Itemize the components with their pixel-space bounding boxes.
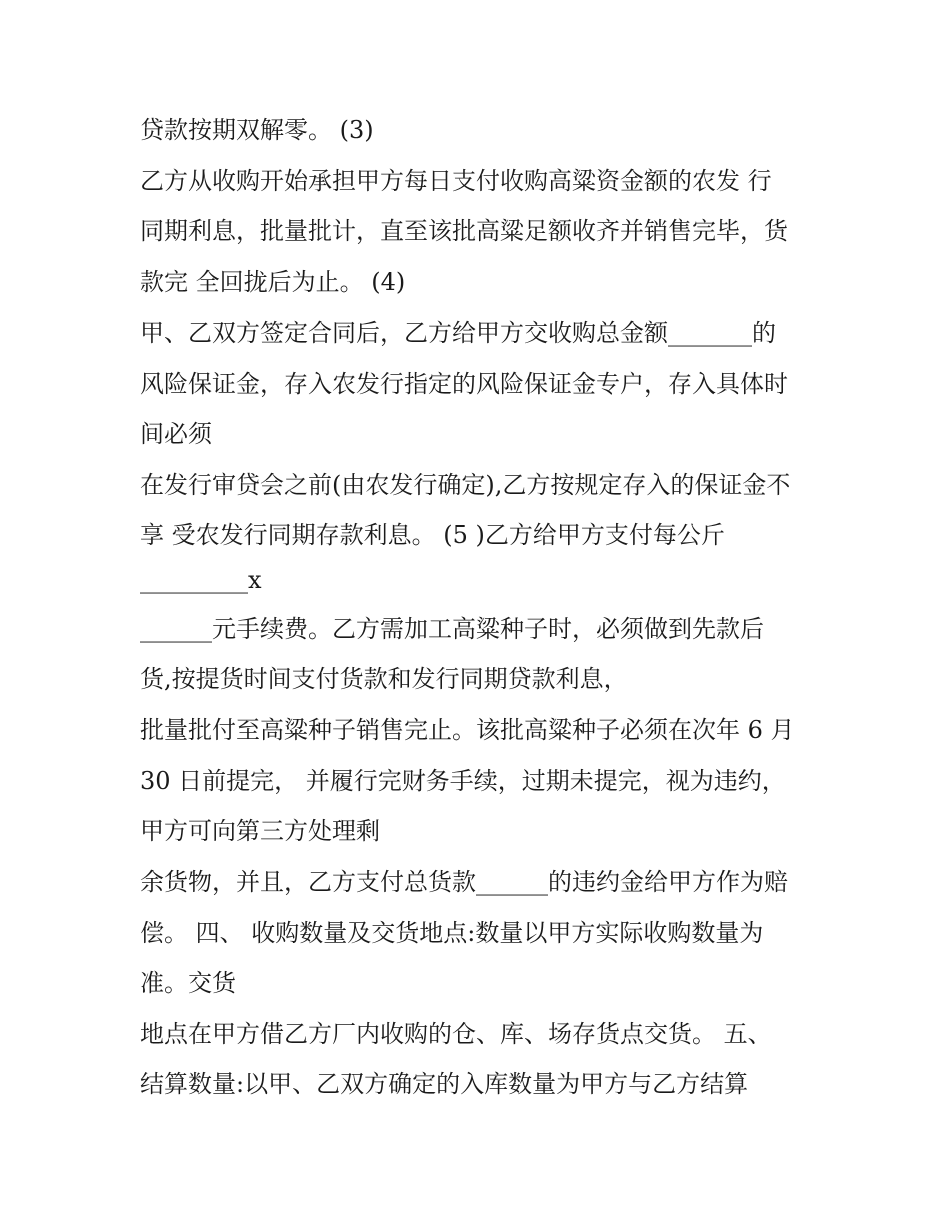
- text-line: 贷款按期双解零。 (3): [140, 116, 374, 144]
- text-line: 风险保证金，存入农发行指定的风险保证金专户，存入具体时: [140, 370, 788, 398]
- text-line: 批量批付至高粱种子销售完止。该批高粱种子必须在次年 6 月: [140, 716, 795, 744]
- text-line: 偿。 四、 收购数量及交货地点:数量以甲方实际收购数量为: [140, 919, 764, 947]
- text-line: 乙方从收购开始承担甲方每日支付收购高粱资金额的农发 行: [140, 167, 772, 195]
- text-line: _________x: [140, 566, 262, 594]
- text-line: 地点在甲方借乙方厂内收购的仓、库、场存货点交货。 五、: [140, 1020, 772, 1048]
- text-line: 款完 全回拢后为止。 (4): [140, 268, 406, 296]
- text-line: 货,按提货时间支付货款和发行同期贷款利息，: [140, 665, 628, 693]
- text-line: 甲方可向第三方处理剩: [140, 817, 380, 845]
- text-line: 享 受农发行同期存款利息。 (5 )乙方给甲方支付每公斤: [140, 521, 725, 549]
- text-line: 余货物，并且，乙方支付总货款______的违约金给甲方作为赔: [140, 868, 788, 896]
- text-line: 同期利息，批量批计，直至该批高粱足额收齐并销售完毕，货: [140, 217, 788, 245]
- text-line: 准。交货: [140, 969, 236, 997]
- text-line: 间必须: [140, 420, 212, 448]
- text-line: 结算数量:以甲、乙双方确定的入库数量为甲方与乙方结算: [140, 1070, 749, 1098]
- text-line: 30 日前提完， 并履行完财务手续，过期未提完，视为违约，: [140, 767, 786, 795]
- text-line: ______元手续费。乙方需加工高粱种子时，必须做到先款后: [140, 615, 764, 643]
- text-line: 在发行审贷会之前(由农发行确定),乙方按规定存入的保证金不: [140, 471, 791, 499]
- text-line: 甲、乙双方签定合同后，乙方给甲方交收购总金额_______的: [140, 319, 776, 347]
